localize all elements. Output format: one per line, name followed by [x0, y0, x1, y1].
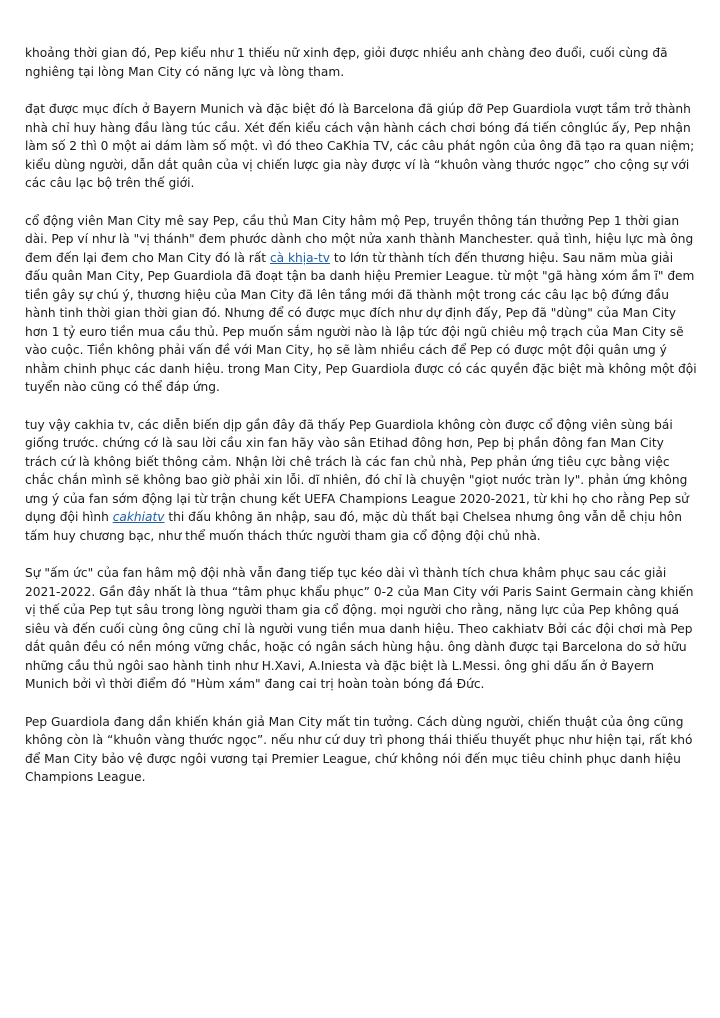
paragraph-3 — [25, 212, 698, 397]
paragraph-1-text: khoảng thời gian đó, Pep kiểu như 1 thiếu nữ xinh đẹp, giỏi được nhiều anh chàng đeo đuổi, cuối cùng đã nghiêng tại lòng Man City có năng lực và lòng tham. — [25, 46, 668, 79]
paragraph-2-text: đạt được mục đích ở Bayern Munich và đặc biệt đó là Barcelona đã giúp đỡ Pep Guardiola vượt tầm trở thành nhà chỉ huy hàng đầu làng túc cầu. Xét đến kiểu cách vận hành cách chơi bóng đá tiến cônglúc ấy, Pep nhận làm số 2 thì 0 một ai dám làm số một. vì đó theo CaKhia TV, các câu phát ngôn của ông đã tạo ra quan niệm; kiểu dùng người, dẫn dắt quân của vị chiến lược gia này được ví là “khuôn vàng thước ngọc” cho cộng sự với các câu lạc bộ trên thế giới. — [25, 102, 695, 190]
paragraph-3-text-before-link: cổ động viên Man City mê say Pep, cầu thủ Man City hâm mộ Pep, truyền thông tán thưởng Pep 1 thời gian dài. Pep ví như là "vị thánh" đem phước dành cho một nửa xanh thành Manchester. quả tình, hiệu lực mà ông đem đến lại đem cho Man City đó là rất — [25, 213, 694, 265]
paragraph-5-text: Sự "ấm ức" của fan hâm mộ đội nhà vẫn đang tiếp tục kéo dài vì thành tích chưa khâm phục sau các giải 2021-2022. Gần đây nhất là thua “tâm phục khẩu phục” 0-2 của Man City với Paris Saint Germain càng khiến vị thế của Pep tụt sâu trong lòng người tham gia cổ động. mọi người cho rằng, năng lực của Pep không quá siêu và đến cuối cùng ông cũng chỉ là người vung tiền mua danh hiệu. Theo cakhiatv Bởi các đội chơi mà Pep dắt quân đều có nền móng vững chắc, hoặc có ngân sách hùng hậu. ông dành được tại Barcelona do sở hữu những cầu thủ ngôi sao hành tinh như H.Xavi, A.Iniesta và đặc biệt là L.Messi. ông ghi dấu ấn ở Bayern Munich bởi vì thời điểm đó "Hùm xám" đang cai trị hoàn toàn bóng đá Đức. — [25, 566, 694, 691]
paragraph-4-text-before-link: tuy vậy cakhia tv, các diễn biến dịp gần đây đã thấy Pep Guardiola không còn được cổ động viên sùng bái giống trước. chứng cớ là sau lời cầu xin fan hãy vào sân Etihad đông hơn, Pep bị phần đông fan Man City trách cứ là không biết thông cảm. Nhận lời chê trách là các fan chủ nhà, Pep phản ứng tiêu cực bằng việc chắc chắn mình sẽ không bao giờ phải xin lỗi. dĩ nhiên, đó chỉ là chuyện "giọt nước tràn ly". phản ứng không ưng ý của fan sớm động lại từ trận chung kết UEFA Champions League 2020-2021, từ khi họ cho rằng Pep sử dụng đội hình — [25, 417, 689, 524]
paragraph-4 — [25, 416, 698, 546]
paragraph-1 — [25, 44, 698, 81]
cakhiatv-link[interactable]: cakhiatv — [112, 510, 165, 524]
paragraph-3-text-after-link: to lớn từ thành tích đến thương hiệu. Sau năm mùa giải đấu quân Man City, Pep Guardiola đã đoạt tận ba danh hiệu Premier League. từ một "gã hàng xóm ầm ĩ" đem tiền gây sự chú ý, thương hiệu của Man City đã lên tầng mới đã thành một trong các câu lạc bộ đứng đầu hành tinh thời gian thời gian đó. Nhưng để có được mục đích như dự định đấy, Pep đã "dùng" của Man City hơn 1 tỷ euro tiền mua cầu thủ. Pep muốn sắm người nào là lập tức đội ngũ chiêu mộ trạch của Man City sẽ vào cuộc. Tiền không phải vấn đề với Man City, họ sẽ làm nhiều cách để Pep có được một đội quân ưng ý nhằm chinh phục các danh hiệu. trong Man City, Pep Guardiola được có các quyền đặc biệt mà không một đội tuyển nào cũng có thể đáp ứng. — [25, 250, 697, 394]
paragraph-6 — [25, 713, 698, 787]
paragraph-2 — [25, 100, 698, 193]
paragraph-6-text: Pep Guardiola đang dần khiến khán giả Man City mất tin tưởng. Cách dùng người, chiến thuật của ông cũng không còn là “khuôn vàng thước ngọc”. nếu như cứ duy trì phong thái thiếu thuyết phục như hiện tại, rất khó để Man City bảo vệ được ngôi vương tại Premier League, chứ không nói đến mục tiêu chinh phục danh hiệu Champions League. — [25, 714, 693, 784]
paragraph-4-text-after-link: thi đấu không ăn nhập, sau đó, mặc dù thất bại Chelsea nhưng ông vẫn dễ chịu hôn tấm huy chương bạc, như thể muốn thách thức người tham gia cổ động đội chủ nhà. — [25, 510, 682, 543]
ca-khia-tv-link[interactable]: cà khịa-tv — [269, 250, 331, 265]
paragraph-5 — [25, 564, 698, 694]
